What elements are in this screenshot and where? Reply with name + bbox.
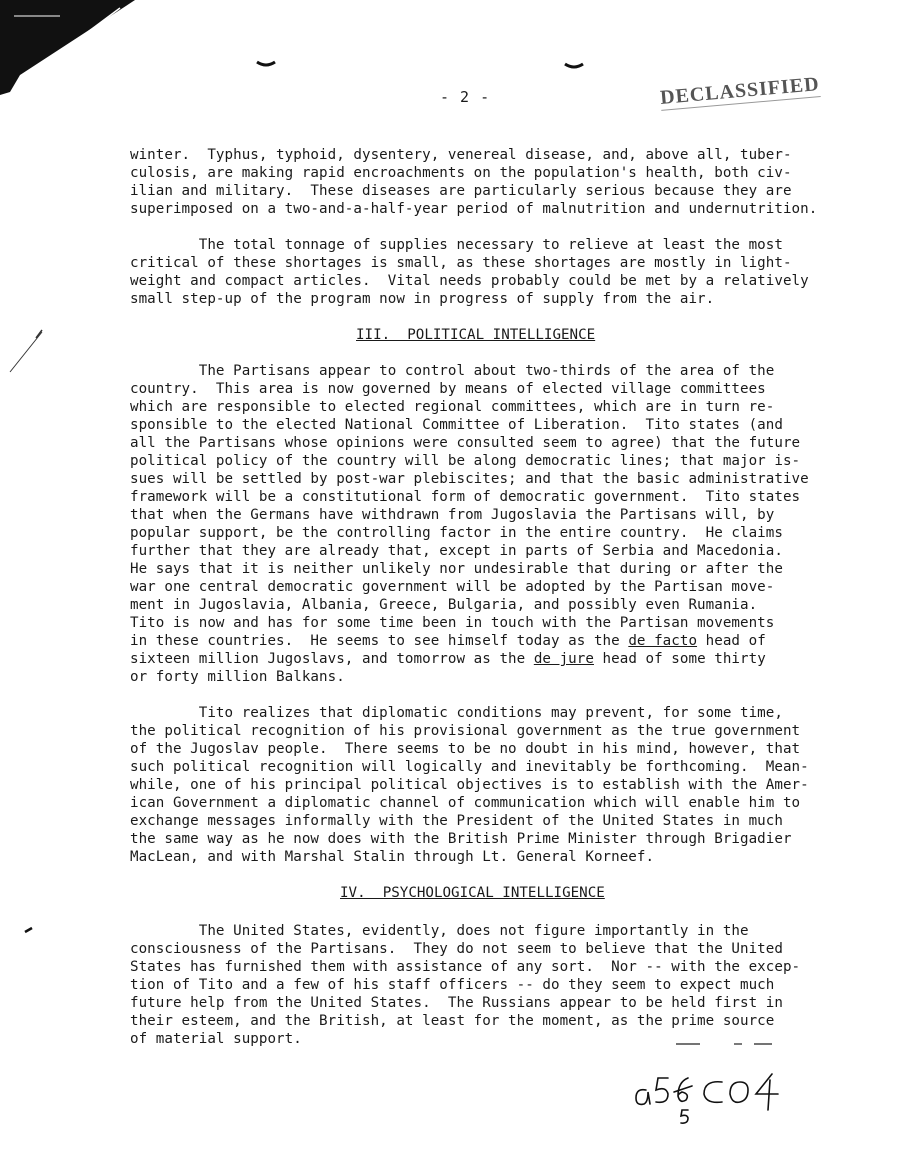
text-line: culosis, are making rapid encroachments on the population's health, both civ-: [130, 165, 792, 181]
text-line: sponsible to the elected National Committee of Liberation. Tito states (and: [130, 417, 783, 433]
text-line: the same way as he now does with the British Prime Minister through Brigadier: [130, 831, 792, 847]
text-line: which are responsible to elected regional committees, which are in turn re-: [130, 399, 775, 415]
text-line: future help from the United States. The Russians appear to be held first in: [130, 995, 783, 1011]
text-segment: in these countries. He seems to see himself today as the: [130, 633, 629, 649]
text-line: He says that it is neither unlikely nor undesirable that during or after the: [130, 561, 783, 577]
de-jure-underlined: de jure: [533, 651, 594, 667]
text-line: war one central democratic government will be adopted by the Partisan move-: [130, 579, 775, 595]
text-line: tion of Tito and a few of his staff officers -- do they seem to expect much: [130, 977, 775, 993]
declassified-stamp: DECLASSIFIED: [659, 73, 821, 109]
text-line: The Partisans appear to control about two-thirds of the area of the: [130, 363, 775, 379]
text-line: all the Partisans whose opinions were consulted seem to agree) that the future: [130, 435, 801, 451]
text-line: political policy of the country will be along democratic lines; that major is-: [130, 453, 801, 469]
text-line: small step-up of the program now in progress of supply from the air.: [130, 291, 715, 307]
text-line: further that they are already that, except in parts of Serbia and Macedonia.: [130, 543, 783, 559]
text-line: that when the Germans have withdrawn from Jugoslavia the Partisans will, by: [130, 507, 775, 523]
text-line: popular support, be the controlling factor in the entire country. He claims: [130, 525, 783, 541]
corner-fold-mark: [0, 0, 140, 100]
text-line: their esteem, and the British, at least for the moment, as the prime source: [130, 1013, 775, 1029]
trailing-dashes: [676, 1040, 776, 1048]
text-line: sues will be settled by post-war plebiscites; and that the basic administrative: [130, 471, 809, 487]
text-line: of material support.: [130, 1031, 302, 1047]
handwritten-reference-number: [632, 1068, 792, 1128]
section-heading-psychological: IV. PSYCHOLOGICAL INTELLIGENCE: [340, 885, 605, 901]
text-line-de-jure: [130, 650, 766, 668]
text-line: the political recognition of his provisional government as the true government: [130, 723, 801, 739]
text-line: States has furnished them with assistance of any sort. Nor -- with the excep-: [130, 959, 801, 975]
text-line: or forty million Balkans.: [130, 669, 345, 685]
text-line: ilian and military. These diseases are particularly serious because they are: [130, 183, 792, 199]
text-line: consciousness of the Partisans. They do not seem to believe that the United: [130, 941, 783, 957]
text-line: while, one of his principal political objectives is to establish with the Amer-: [130, 777, 809, 793]
text-line-de-facto: [130, 632, 766, 650]
text-line: such political recognition will logically and inevitably be forthcoming. Mean-: [130, 759, 809, 775]
text-line: Tito realizes that diplomatic conditions may prevent, for some time,: [130, 705, 783, 721]
text-line: The total tonnage of supplies necessary to relieve at least the most: [130, 237, 783, 253]
margin-pencil-mark: [6, 328, 46, 376]
text-line: ment in Jugoslavia, Albania, Greece, Bulgaria, and possibly even Rumania.: [130, 597, 758, 613]
text-segment: sixteen million Jugoslavs, and tomorrow as the: [130, 651, 534, 667]
text-line: ican Government a diplomatic channel of communication which will enable him to: [130, 795, 801, 811]
text-line: The United States, evidently, does not figure importantly in the: [130, 923, 749, 939]
text-line: Tito is now and has for some time been in touch with the Partisan movements: [130, 615, 775, 631]
text-segment: head of: [697, 633, 766, 649]
ink-mark-left: [256, 58, 276, 70]
margin-dot-mark: [24, 926, 34, 934]
text-line: country. This area is now governed by means of elected village committees: [130, 381, 766, 397]
text-line: MacLean, and with Marshal Stalin through Lt. General Korneef.: [130, 849, 655, 865]
text-line: weight and compact articles. Vital needs probably could be met by a relatively: [130, 273, 809, 289]
de-facto-underlined: de facto: [628, 633, 698, 649]
section-heading-political: III. POLITICAL INTELLIGENCE: [356, 327, 596, 343]
text-line: superimposed on a two-and-a-half-year period of malnutrition and undernutrition.: [130, 201, 818, 217]
text-line: exchange messages informally with the President of the United States in much: [130, 813, 783, 829]
text-segment: head of some thirty: [593, 651, 766, 667]
text-line: framework will be a constitutional form of democratic government. Tito states: [130, 489, 801, 505]
text-line: critical of these shortages is small, as these shortages are mostly in light-: [130, 255, 792, 271]
text-line: winter. Typhus, typhoid, dysentery, venereal disease, and, above all, tuber-: [130, 147, 792, 163]
page-number: - 2 -: [440, 88, 491, 106]
text-line: of the Jugoslav people. There seems to be no doubt in his mind, however, that: [130, 741, 801, 757]
ink-mark-right: [564, 60, 584, 72]
